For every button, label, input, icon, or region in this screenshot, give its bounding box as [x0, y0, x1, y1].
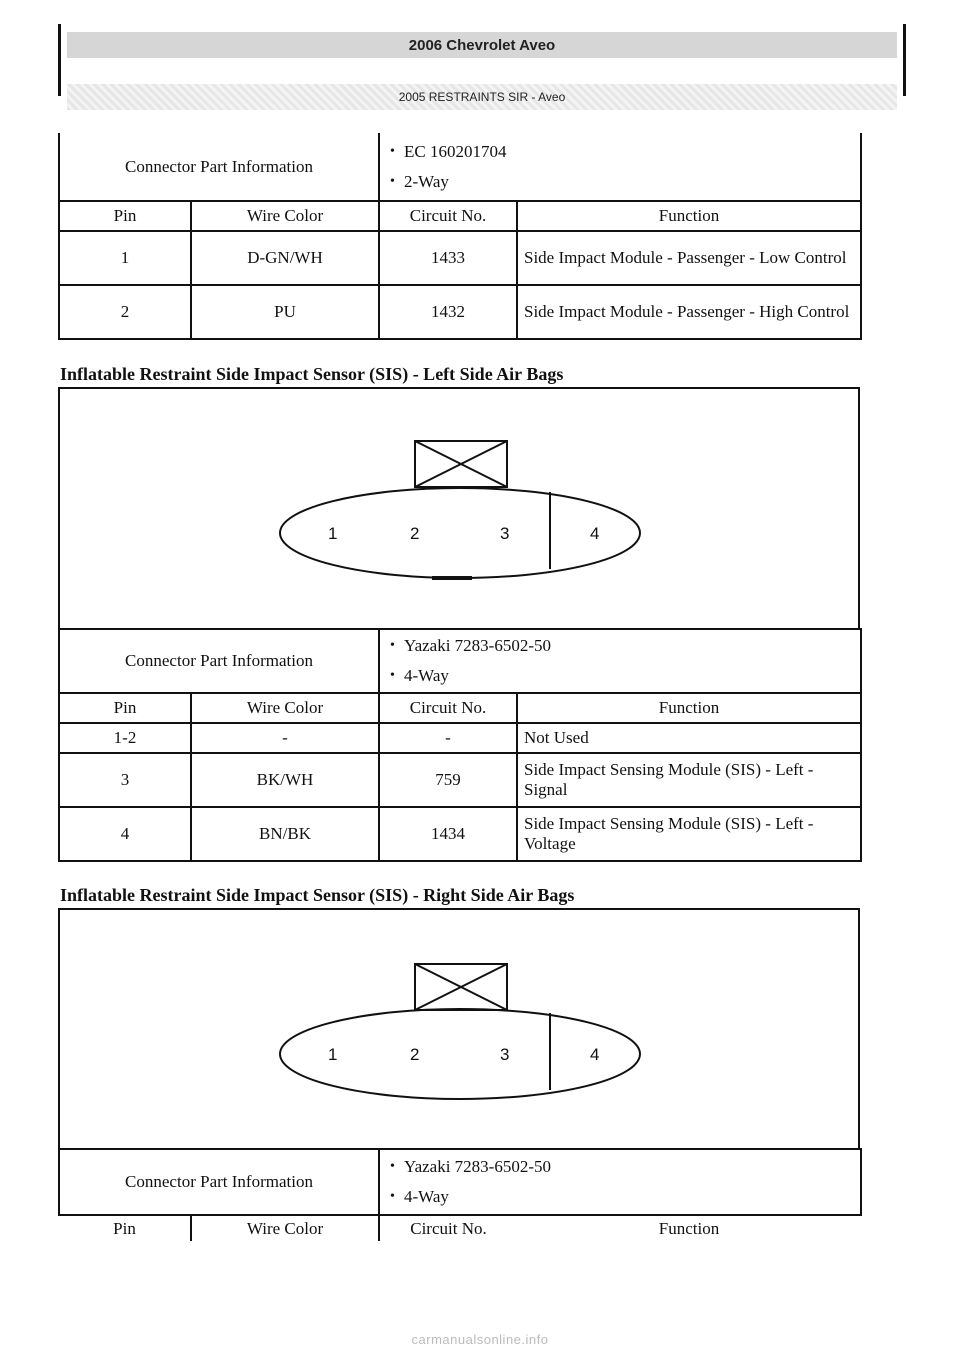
- left-sis-connector-table: [58, 628, 862, 862]
- pin-label-1: 1: [328, 524, 338, 543]
- col-header-wire-color: Wire Color: [191, 693, 379, 723]
- col-header-pin: Pin: [59, 693, 191, 723]
- connector-face-drawing: [60, 910, 858, 1150]
- pin-label-3: 3: [500, 1045, 510, 1064]
- function-cell: Side Impact Sensing Module (SIS) - Left - Signal: [517, 753, 861, 807]
- wire-color-cell: -: [191, 723, 379, 753]
- function-cell: Side Impact Sensing Module (SIS) - Left - Voltage: [517, 807, 861, 861]
- connector-part-number: • Yazaki 7283-6502-50: [404, 631, 854, 661]
- wire-color-cell: BN/BK: [191, 807, 379, 861]
- pin-label-3: 3: [500, 524, 510, 543]
- col-header-circuit: Circuit No.: [379, 693, 517, 723]
- function-cell: Side Impact Module - Passenger - High Control: [517, 285, 861, 339]
- watermark-footer: carmanualsonline.info: [411, 1332, 549, 1347]
- table-header-row: [59, 1215, 861, 1241]
- left-sis-section-title: Inflatable Restraint Side Impact Sensor (SIS) - Left Side Air Bags: [60, 364, 564, 384]
- circuit-cell: 759: [379, 753, 517, 807]
- connector-info-row: [59, 629, 861, 693]
- col-header-circuit: Circuit No.: [379, 201, 517, 231]
- connector-part-number: • EC 160201704: [404, 137, 854, 167]
- connector-info-list: [379, 629, 861, 693]
- col-header-pin: Pin: [59, 1215, 191, 1241]
- circuit-cell: 1433: [379, 231, 517, 285]
- circuit-cell: 1432: [379, 285, 517, 339]
- document-subtitle: 2005 RESTRAINTS SIR - Aveo: [67, 84, 897, 110]
- wire-color-cell: D-GN/WH: [191, 231, 379, 285]
- table-row: [59, 231, 861, 285]
- connector-info-row: [59, 133, 861, 201]
- table-header-row: [59, 201, 861, 231]
- connector-info-label: Connector Part Information: [59, 133, 379, 201]
- pin-cell: 1-2: [59, 723, 191, 753]
- wire-color-cell: PU: [191, 285, 379, 339]
- pin-label-2: 2: [410, 524, 420, 543]
- table-row: [59, 285, 861, 339]
- connector-info-label: Connector Part Information: [59, 1149, 379, 1215]
- document-header: [58, 24, 906, 104]
- col-header-circuit: Circuit No.: [379, 1215, 517, 1241]
- left-connector-diagram: [58, 387, 860, 629]
- pin-cell: 4: [59, 807, 191, 861]
- col-header-wire-color: Wire Color: [191, 201, 379, 231]
- function-cell: Not Used: [517, 723, 861, 753]
- pin-label-4: 4: [590, 524, 600, 543]
- pin-cell: 1: [59, 231, 191, 285]
- connector-info-list: [379, 133, 861, 201]
- table-header-row: [59, 693, 861, 723]
- function-cell: Side Impact Module - Passenger - Low Control: [517, 231, 861, 285]
- col-header-wire-color: Wire Color: [191, 1215, 379, 1241]
- col-header-function: Function: [517, 201, 861, 231]
- connector-way-count: • 4-Way: [404, 661, 854, 691]
- connector-part-number: • Yazaki 7283-6502-50: [404, 1152, 854, 1182]
- connector-info-label: Connector Part Information: [59, 629, 379, 693]
- pin-cell: 2: [59, 285, 191, 339]
- connector-info-row: [59, 1149, 861, 1215]
- right-sis-section-title: Inflatable Restraint Side Impact Sensor (SIS) - Right Side Air Bags: [60, 885, 575, 905]
- connector-way-count: • 2-Way: [404, 167, 854, 197]
- right-connector-diagram: [58, 908, 860, 1150]
- pin-label-4: 4: [590, 1045, 600, 1064]
- connector-face-drawing: [60, 389, 858, 629]
- connector-way-count: • 4-Way: [404, 1182, 854, 1212]
- document-title: 2006 Chevrolet Aveo: [67, 32, 897, 58]
- col-header-function: Function: [517, 693, 861, 723]
- col-header-pin: Pin: [59, 201, 191, 231]
- connector-info-list: [379, 1149, 861, 1215]
- pin-cell: 3: [59, 753, 191, 807]
- pin-label-2: 2: [410, 1045, 420, 1064]
- pin-label-1: 1: [328, 1045, 338, 1064]
- circuit-cell: -: [379, 723, 517, 753]
- passenger-module-connector-table: [58, 133, 862, 340]
- wire-color-cell: BK/WH: [191, 753, 379, 807]
- right-sis-connector-table: [58, 1148, 862, 1241]
- table-row: [59, 807, 861, 861]
- col-header-function: Function: [517, 1215, 861, 1241]
- table-row: [59, 723, 861, 753]
- circuit-cell: 1434: [379, 807, 517, 861]
- table-row: [59, 753, 861, 807]
